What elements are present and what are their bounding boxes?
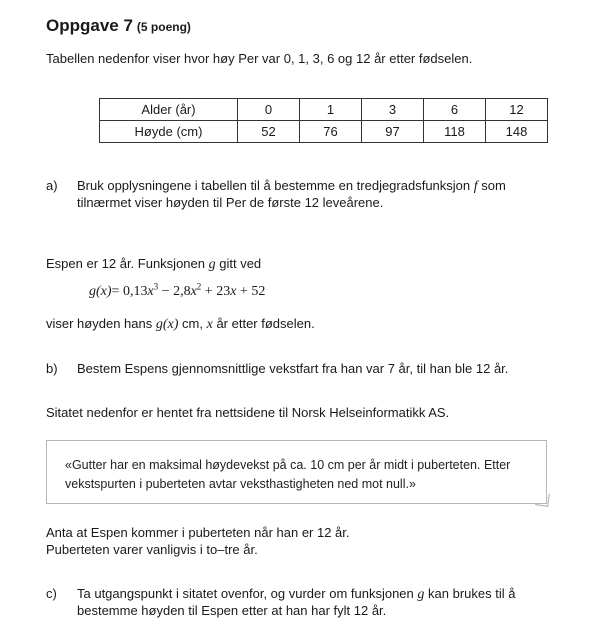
task-title [46,16,191,36]
formula-exp: 2 [196,281,202,292]
task-b-label: b) [46,361,58,376]
quote-line1: «Gutter har en maksimal høydevekst på ca. 10 cm per år midt i puberteten. Etter [65,458,511,472]
table-header-cell: Høyde (cm) [100,121,238,143]
table-cell: 6 [424,99,486,121]
table-row [100,121,548,143]
formula-term2-coef: − 2,8 [161,284,191,299]
table-header-cell: Alder (år) [100,99,238,121]
task-c-label: c) [46,586,57,601]
table-cell: 97 [362,121,424,143]
formula-x: x [190,284,197,299]
formula-term1-coef: = 0,13 [111,284,148,299]
age-height-table [99,98,548,143]
task-c-line1 [77,586,515,603]
task-a-line1 [77,178,506,195]
task-c-text-end: kan brukes til å [428,586,516,601]
function-g-symbol: g [208,257,216,272]
espen-explain-end: år etter fødselen. [216,316,315,331]
source-line: Sitatet nedenfor er hentet fra nettsidene til Norsk Helseinformatikk AS. [46,405,450,420]
table-cell: 52 [238,121,300,143]
formula-x: x [147,284,154,299]
intro-text: Tabellen nedenfor viser hvor høy Per var 0, 1, 3, 6 og 12 år etter fødselen. [46,51,473,66]
gx-symbol: g(x) [155,317,179,332]
table-cell: 0 [238,99,300,121]
task-a-line2: tilnærmet viser høyden til Per de første 12 leveårene. [77,195,384,210]
quote-box [46,440,547,504]
task-title-text: Oppgave 7 [46,16,133,35]
table-cell: 76 [300,121,362,143]
table-cell: 118 [424,121,486,143]
espen-intro [46,256,261,273]
table-cell: 12 [486,99,548,121]
formula-term3-coef: + 23 [204,284,231,299]
espen-explain-unit: cm, [182,316,203,331]
table-cell: 3 [362,99,424,121]
espen-explain [46,316,315,333]
table-row [100,99,548,121]
table-cell: 1 [300,99,362,121]
task-a-text: Bruk opplysningene i tabellen til å bestemme en tredjegradsfunksjon [77,178,471,193]
formula-exp: 3 [153,281,159,292]
page-curl-decoration [535,492,550,507]
formula-x: x [230,284,237,299]
assume-line1: Anta at Espen kommer i puberteten når han er 12 år. [46,525,350,540]
x-symbol: x [206,317,213,332]
espen-intro-text: Espen er 12 år. Funksjonen [46,256,205,271]
task-points: (5 poeng) [136,20,191,34]
function-g-symbol: g [417,587,425,602]
formula-lhs: g(x) [89,284,112,299]
assume-line2: Puberteten varer vanligvis i to–tre år. [46,542,258,557]
formula-g [89,281,266,300]
task-c-text: Ta utgangspunkt i sitatet ovenfor, og vurder om funksjonen [77,586,414,601]
task-a-label: a) [46,178,58,193]
task-a-text-end: som [481,178,506,193]
task-c-line2: bestemme høyden til Espen etter at han har fylt 12 år. [77,603,387,618]
quote-text [65,456,510,494]
function-f-symbol: f [473,179,478,194]
task-b-text: Bestem Espens gjennomsnittlige vekstfart fra han var 7 år, til han ble 12 år. [77,361,509,376]
table-cell: 148 [486,121,548,143]
formula-term4: + 52 [239,284,266,299]
espen-intro-text-end: gitt ved [219,256,262,271]
quote-line2: vekstspurten i puberteten avtar veksthastigheten ned mot null.» [65,477,416,491]
espen-explain-text: viser høyden hans [46,316,153,331]
